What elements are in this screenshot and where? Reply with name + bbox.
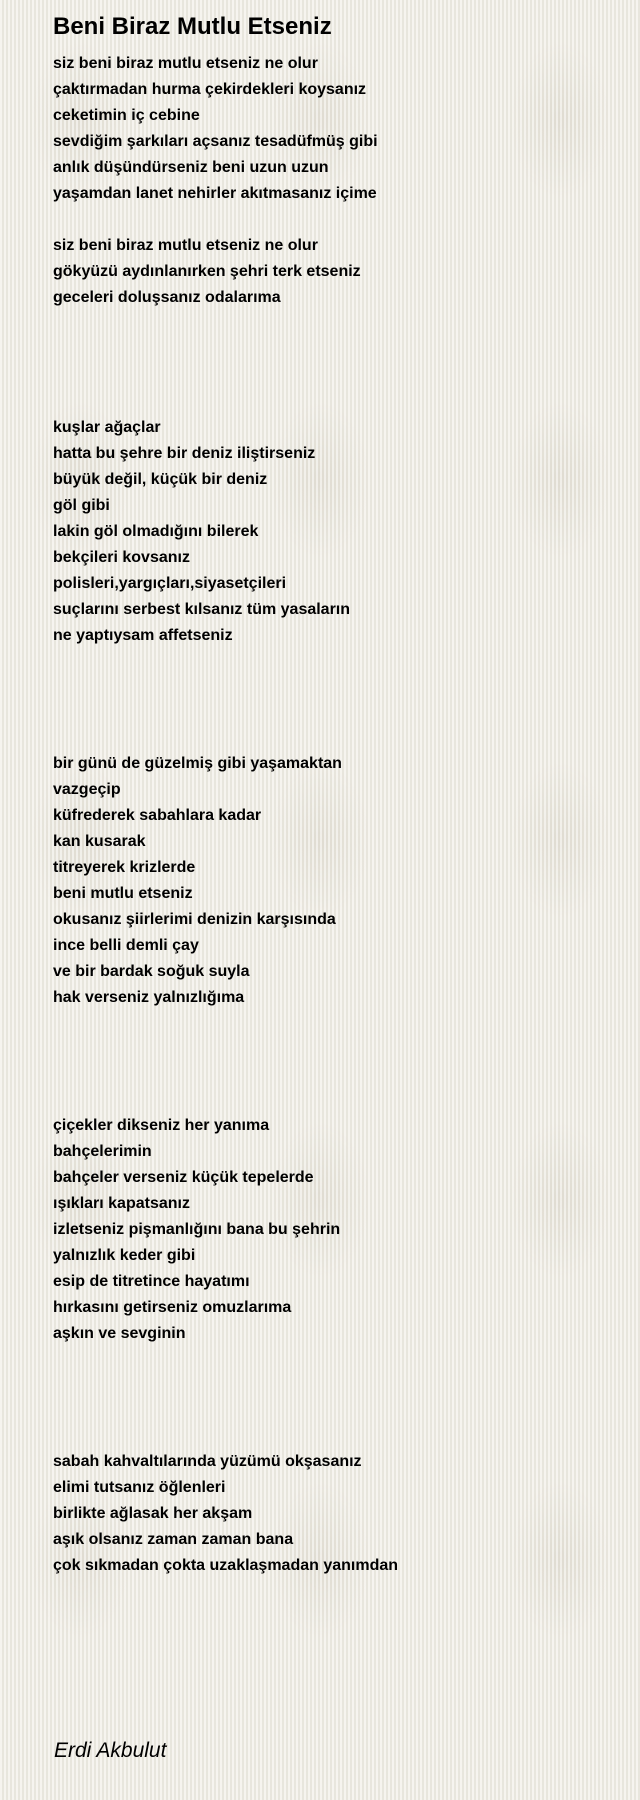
stanza-spacer: [53, 1011, 613, 1113]
poem-line: izletseniz pişmanlığını bana bu şehrin: [53, 1221, 341, 1238]
stanza-spacer: [53, 649, 613, 751]
stanza-spacer: [53, 1347, 613, 1449]
poem-line: bahçeler verseniz küçük tepelerde: [53, 1169, 314, 1186]
poem-line: çaktırmadan hurma çekirdekleri koysanız: [53, 81, 367, 98]
stanza-1: [53, 51, 613, 207]
poem-line: polisleri,yargıçları,siyasetçileri: [53, 575, 287, 592]
poem-body: [53, 51, 613, 1579]
stanza-3: [53, 415, 613, 649]
poem-line: yaşamdan lanet nehirler akıtmasanız içime: [53, 185, 377, 202]
poem-line: siz beni biraz mutlu etseniz ne olur: [53, 237, 318, 254]
poem-line: ceketimin iç cebine: [53, 107, 200, 124]
poem-line: okusanız şiirlerimi denizin karşısında: [53, 911, 336, 928]
poem-line: bir günü de güzelmiş gibi yaşamaktan: [53, 755, 342, 772]
poem-line: ince belli demli çay: [53, 937, 199, 954]
poem-author: Erdi Akbulut: [54, 1739, 167, 1762]
poem-line: yalnızlık keder gibi: [53, 1247, 196, 1264]
poem-line: birlikte ağlasak her akşam: [53, 1505, 253, 1522]
poem-line: titreyerek krizlerde: [53, 859, 196, 876]
poem-line: aşkın ve sevginin: [53, 1325, 186, 1342]
poem-line: kan kusarak: [53, 833, 146, 850]
poem-line: hırkasını getirseniz omuzlarıma: [53, 1299, 292, 1316]
poem-line: aşık olsanız zaman zaman bana: [53, 1531, 294, 1548]
poem-line: ışıkları kapatsanız: [53, 1195, 190, 1212]
poem-title: Beni Biraz Mutlu Etseniz: [53, 13, 332, 40]
poem-line: bahçelerimin: [53, 1143, 152, 1160]
poem-line: lakin göl olmadığını bilerek: [53, 523, 259, 540]
stanza-spacer: [53, 207, 613, 233]
poem-line: ne yaptıysam affetseniz: [53, 627, 233, 644]
poem-line: hatta bu şehre bir deniz iliştirseniz: [53, 445, 316, 462]
poem-line: gökyüzü aydınlanırken şehri terk etseniz: [53, 263, 361, 280]
poem-line: anlık düşündürseniz beni uzun uzun: [53, 159, 329, 176]
poem-line: kuşlar ağaçlar: [53, 419, 161, 436]
poem-line: göl gibi: [53, 497, 110, 514]
stanza-4: [53, 751, 613, 1011]
poem-line: küfrederek sabahlara kadar: [53, 807, 262, 824]
poem-line: sevdiğim şarkıları açsanız tesadüfmüş gibi: [53, 133, 378, 150]
poem-line: esip de titretince hayatımı: [53, 1273, 250, 1290]
stanza-spacer: [53, 311, 613, 415]
poem-line: elimi tutsanız öğlenleri: [53, 1479, 226, 1496]
poem-line: suçlarını serbest kılsanız tüm yasaların: [53, 601, 351, 618]
stanza-6: [53, 1449, 613, 1579]
poem-line: beni mutlu etseniz: [53, 885, 193, 902]
poem-line: çok sıkmadan çokta uzaklaşmadan yanımdan: [53, 1557, 399, 1574]
poem-line: bekçileri kovsanız: [53, 549, 190, 566]
stanza-5: [53, 1113, 613, 1347]
poem-line: ve bir bardak soğuk suyla: [53, 963, 250, 980]
poem-line: siz beni biraz mutlu etseniz ne olur: [53, 55, 318, 72]
poem-line: büyük değil, küçük bir deniz: [53, 471, 268, 488]
poem-line: sabah kahvaltılarında yüzümü okşasanız: [53, 1453, 362, 1470]
poem-line: geceleri doluşsanız odalarıma: [53, 289, 281, 306]
poem-line: çiçekler dikseniz her yanıma: [53, 1117, 270, 1134]
poem-line: vazgeçip: [53, 781, 121, 798]
stanza-2: [53, 233, 613, 311]
poem-line: hak verseniz yalnızlığıma: [53, 989, 245, 1006]
